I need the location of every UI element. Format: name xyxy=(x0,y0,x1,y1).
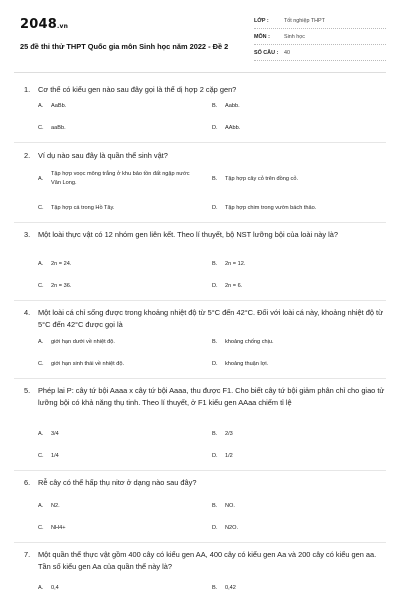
header-divider xyxy=(14,72,386,73)
exam-page: 2048.vn 25 đề thi thử THPT Quốc gia môn Sinh học năm 2022 - Đề 2 LỚP : Tốt nghiệp THPT MÔN : Sinh học SỐ CÂU : 40 1. Cơ thể có kiểu gen nào sau đây gọi là thể dị hợp 2 cặp gen? A. AaBb. B. Aabb. C. aaBb. D. AAbb. 2. Ví dụ nào sau đây là quần thể sinh vật? A. Tập hợp voọc mông trắng ở khu bảo tồn đất ngập nước Vân Long. B. Tập hợp cây cỏ trên đồng cỏ. C. Tập hợp cá trong Hồ Tây. D. Tập hợp chim trong vườn bách thảo. 3. Một loài thực vật có 12 nhóm gen liên kết. Theo lí thuyết, bộ NST lưỡng bội của loài này là? A. 2n = 24. B. 2n = 12. C. 2n = 36. D. 2n = 6. 4. Một loài cá chỉ sống được trong khoảng nhiệt độ từ 5°C đến 42°C. Đối với loài cá này, khoảng nhiệt độ từ 5°C đến 42°C được gọi là A. giới hạn dưới về nhiệt độ. B. khoảng chống chịu. C. giới hạn sinh thái về nhiệt độ. D. khoảng thuận lợi. 5. Phép lai P: cây tứ bội Aaaa x cây tứ bội Aaaa, thu được F1. Cho biết cây tứ bội giảm phân chỉ cho giao tử lưỡng bội có khả năng thụ tinh. Theo lí thuyết, ở F1 kiểu gen AAaa chiếm tỉ lệ A. 3/4 B. 2/3 C. 1/4 D. 1/2 6. Rễ cây có thể hấp thụ nitơ ở dạng nào sau đây? A. N2. B. NO. C. NH4+ D. N2O. 7. Một quần thể thực vật gồm 400 cây có kiểu gen AA, 400 cây có kiểu gen Aa và 200 cây có kiểu gen aa. Tần số kiểu gen Aa của quần thể này là? A. 0,4 B. 0,42 xyxy=(0,0,400,600)
meta-grade: LỚP : Tốt nghiệp THPT xyxy=(254,15,386,29)
site-logo[interactable]: 2048.vn xyxy=(20,17,69,32)
header xyxy=(14,10,386,66)
meta-question-count: SỐ CÂU : 40 xyxy=(254,47,386,61)
question-divider xyxy=(14,542,386,543)
question-divider xyxy=(14,470,386,471)
question-divider xyxy=(14,222,386,223)
page-title: 25 đề thi thử THPT Quốc gia môn Sinh học năm 2022 - Đề 2 xyxy=(20,42,229,51)
question-divider xyxy=(14,378,386,379)
meta-subject: MÔN : Sinh học xyxy=(254,31,386,45)
question-divider xyxy=(14,142,386,143)
exam-meta xyxy=(254,15,386,63)
question-divider xyxy=(14,300,386,301)
